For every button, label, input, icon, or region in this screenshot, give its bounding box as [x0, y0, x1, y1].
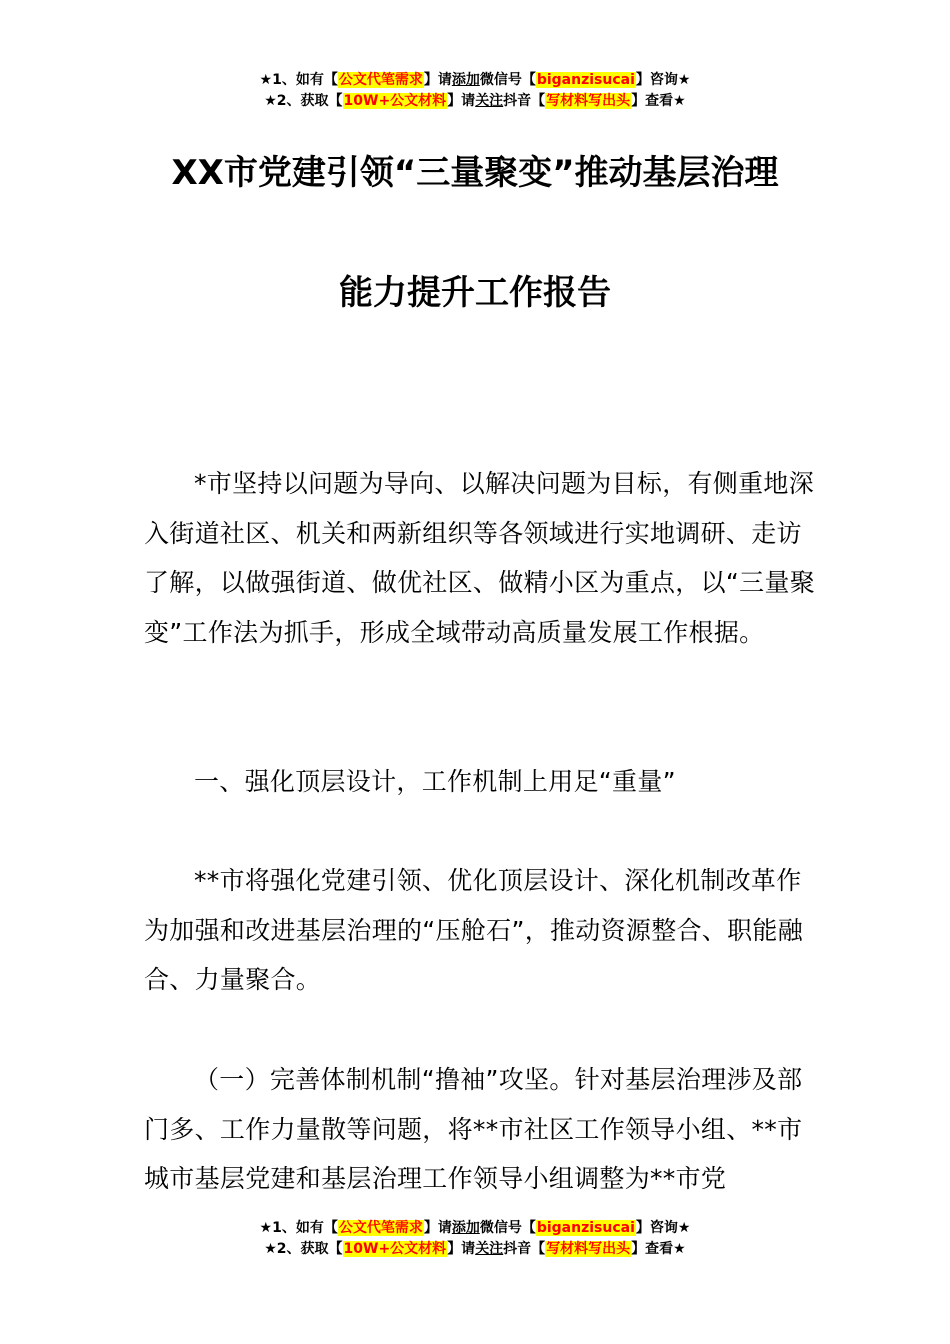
- promo-highlight: 10W+公文材料: [343, 1241, 447, 1257]
- section-heading-1: 一、强化顶层设计，工作机制上用足“重量”: [194, 767, 676, 796]
- promo-line-2: ★2、获取【10W+公文材料】请关注抖音【写材料写出头】查看★: [264, 1241, 686, 1257]
- body-paragraph-2: **市将强化党建引领、优化顶层设计、深化机制改革作为加强和改进基层治理的“压舱石”，推动资源整合、职能融合、力量聚合。: [144, 866, 804, 994]
- promo-highlight: 写材料写出头: [546, 1241, 631, 1257]
- document-title-line-2: 能力提升工作报告: [339, 273, 611, 313]
- promo-highlight: 10W+公文材料: [343, 93, 447, 109]
- promo-highlight: 写材料写出头: [546, 93, 631, 109]
- promo-highlight: biganzisucai: [536, 1220, 635, 1236]
- document-title-line-1: XX市党建引领“三量聚变”推动基层治理: [171, 153, 779, 193]
- body-paragraph-1: *市坚持以问题为导向、以解决问题为目标，有侧重地深入街道社区、机关和两新组织等各领域进行实地调研、走访了解，以做强街道、做优社区、做精小区为重点，以“三量聚变”工作法为抓手，形成全域带动高质量发展工作根据。: [144, 469, 816, 647]
- promo-highlight: 公文代笔需求: [338, 72, 423, 88]
- promo-banner-bottom: [0, 1218, 950, 1260]
- body-paragraph-3: （一）完善体制机制“撸袖”攻坚。针对基层治理涉及部门多、工作力量散等问题，将**市社区工作领导小组、**市城市基层党建和基层治理工作领导小组调整为**市党: [144, 1065, 803, 1193]
- promo-banner-top: [0, 70, 950, 112]
- promo-line-1: ★1、如有【公文代笔需求】请添加微信号【biganzisucai】咨询★: [259, 72, 691, 88]
- promo-highlight: 公文代笔需求: [338, 1220, 423, 1236]
- promo-line-1: ★1、如有【公文代笔需求】请添加微信号【biganzisucai】咨询★: [259, 1220, 691, 1236]
- promo-line-2: ★2、获取【10W+公文材料】请关注抖音【写材料写出头】查看★: [264, 93, 686, 109]
- promo-highlight: biganzisucai: [536, 72, 635, 88]
